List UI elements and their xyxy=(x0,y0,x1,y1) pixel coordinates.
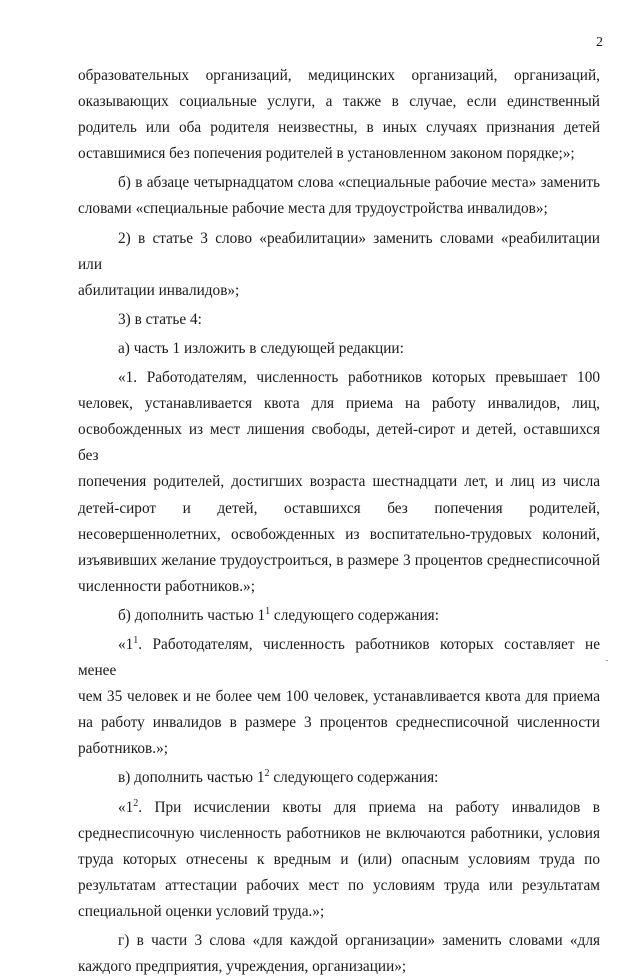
text-line: человек, устанавливается квота для приема на работу инвалидов, лиц, xyxy=(78,395,600,413)
text-line: работников.»; xyxy=(78,740,168,758)
paragraph-part-3 xyxy=(78,928,600,980)
text-line: труда которых отнесены к вредным и (или) опасным условиям труда по xyxy=(78,850,600,868)
text-line: «1. Работодателям, численность работников которых превышает 100 xyxy=(118,369,600,387)
paragraph-article-4 xyxy=(78,307,600,333)
paragraph-part-1-2-text xyxy=(78,795,600,925)
text-line: оказывающих социальные услуги, а также в случае, если единственный xyxy=(78,93,600,111)
text-line: детей-сирот и детей, оставшихся без попечения родителей, xyxy=(78,499,600,517)
scan-speck xyxy=(606,660,608,661)
text-line: несовершеннолетних, освобожденных из воспитательно-трудовых колоний, xyxy=(78,525,600,543)
text-line: образовательных организаций, медицинских организаций, организаций, xyxy=(78,67,600,84)
text-line: освобожденных из мест лишения свободы, детей-сирот и детей, оставшихся без xyxy=(78,421,600,465)
text-line: б) в абзаце четырнадцатом слова «специальные рабочие места» заменить xyxy=(118,174,600,192)
page-number: 2 xyxy=(596,35,603,50)
text-line: каждого предприятия, учреждения, организации»; xyxy=(78,958,407,976)
paragraph-article-3 xyxy=(78,226,600,304)
text-line: г) в части 3 слова «для каждой организации» заменить словами «для xyxy=(118,932,600,949)
paragraph-part-1-text xyxy=(78,365,600,600)
text-line: чем 35 человек и не более чем 100 человек, устанавливается квота для приема xyxy=(78,688,600,706)
text-line: попечения родителей, достигших возраста шестнадцати лет, и лиц из числа xyxy=(78,473,600,491)
text-line: среднесписочную численность работников не включаются работники, условия xyxy=(78,824,600,842)
text-line: в) дополнить частью $1^2$ следующего содержания: xyxy=(118,768,439,787)
text-line: изъявивших желание трудоустроиться, в размере 3 процентов среднесписочной xyxy=(78,551,600,569)
paragraph-part-1-edit xyxy=(78,336,600,362)
paragraph-add-part-1-1 xyxy=(78,603,600,629)
text-line: б) дополнить частью $1^1$ следующего содержания: xyxy=(118,605,439,624)
text-line: численности работников.»; xyxy=(78,577,255,595)
paragraph-part-1-1-text xyxy=(78,632,600,762)
text-line: а) часть 1 изложить в следующей редакции: xyxy=(118,339,404,357)
paragraph-amendment-b-abzac xyxy=(78,170,600,222)
text-line: словами «специальные рабочие места для трудоустройства инвалидов»; xyxy=(78,200,548,218)
text-line: 3) в статье 4: xyxy=(118,310,202,328)
superscript: 2 xyxy=(264,768,270,780)
text-line: специальной оценки условий труда.»; xyxy=(78,902,325,920)
text-line: родитель или оба родителя неизвестны, в иных случаях признания детей xyxy=(78,119,600,137)
text-line: 2) в статье 3 слово «реабилитации» заменить словами «реабилитации или xyxy=(78,229,600,273)
text-line: «$1^1$. Работодателям, численность работников которых составляет не менее xyxy=(78,634,600,680)
text-line: абилитации инвалидов»; xyxy=(78,281,240,299)
paragraph-add-part-1-2 xyxy=(78,765,600,791)
paragraph-orphans-definition xyxy=(78,63,600,167)
superscript: 1 xyxy=(133,634,139,646)
text-line: «$1^2$. При исчислении квоты для приема на работу инвалидов в xyxy=(118,797,600,816)
text-line: оставшимися без попечения родителей в установленном законом порядке;»; xyxy=(78,145,575,163)
superscript: 2 xyxy=(133,797,139,809)
superscript: 1 xyxy=(265,605,271,617)
document-body xyxy=(78,63,600,980)
text-line: на работу инвалидов в размере 3 процентов среднесписочной численности xyxy=(78,714,600,732)
text-line: результатам аттестации рабочих мест по условиям труда или результатам xyxy=(78,876,600,894)
